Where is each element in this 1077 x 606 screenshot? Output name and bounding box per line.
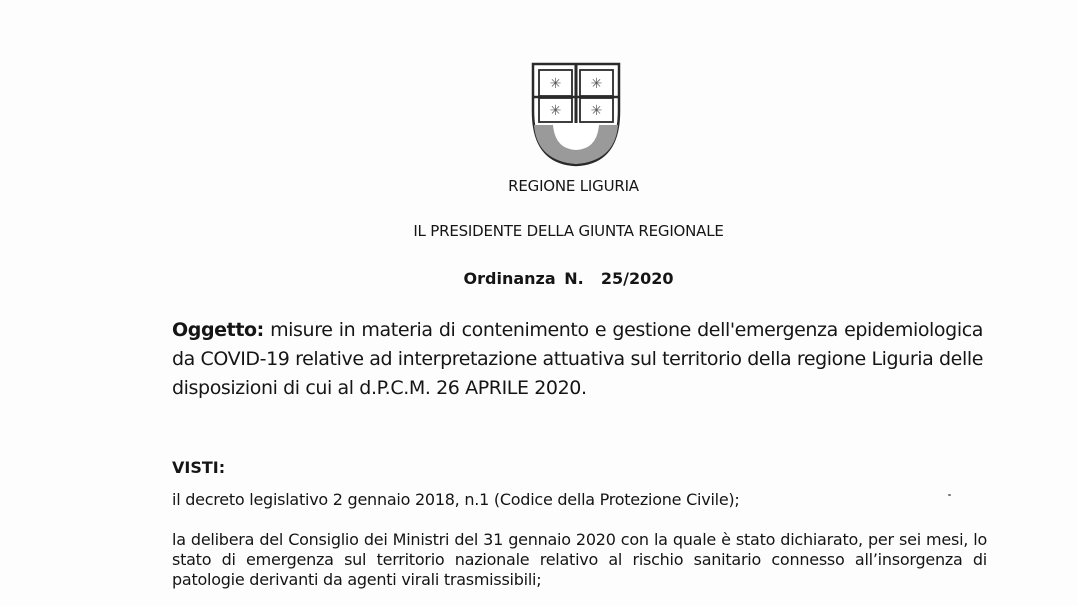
scan-speck xyxy=(948,494,951,496)
ordinance-number: Ordinanza N. 25/2020 xyxy=(463,269,674,288)
subject-label: Oggetto: xyxy=(172,319,264,341)
region-name: REGIONE LIGURIA xyxy=(508,177,639,195)
star-icon: ✳ xyxy=(590,103,603,119)
star-icon: ✳ xyxy=(549,76,562,92)
premise-paragraph: il decreto legislativo 2 gennaio 2018, n.1 (Codice della Protezione Civile); xyxy=(172,490,740,509)
subject-text: misure in materia di contenimento e gestione dell'emergenza epidemiologica da COVID-19 relative ad interpretazione attuativa sul territorio della regione Liguria delle disposizioni di cui al d.P.C.M. 26 APRILE 2020. xyxy=(172,319,983,399)
star-icon: ✳ xyxy=(549,103,562,119)
visti-heading: VISTI: xyxy=(172,458,226,477)
coat-of-arms-svg xyxy=(531,61,621,169)
star-icon: ✳ xyxy=(590,76,603,92)
subject-paragraph xyxy=(172,316,983,403)
premise-paragraph: la delibera del Consiglio dei Ministri del 31 gennaio 2020 con la quale è stato dichiarato, per sei mesi, lo stato di emergenza sul territorio nazionale relativo al rischio sanitario connesso all’insorgenza di patologie derivanti da agenti virali trasmissibili; xyxy=(172,530,987,589)
regione-liguria-emblem-icon xyxy=(531,61,621,169)
issuer-title: IL PRESIDENTE DELLA GIUNTA REGIONALE xyxy=(413,222,724,240)
